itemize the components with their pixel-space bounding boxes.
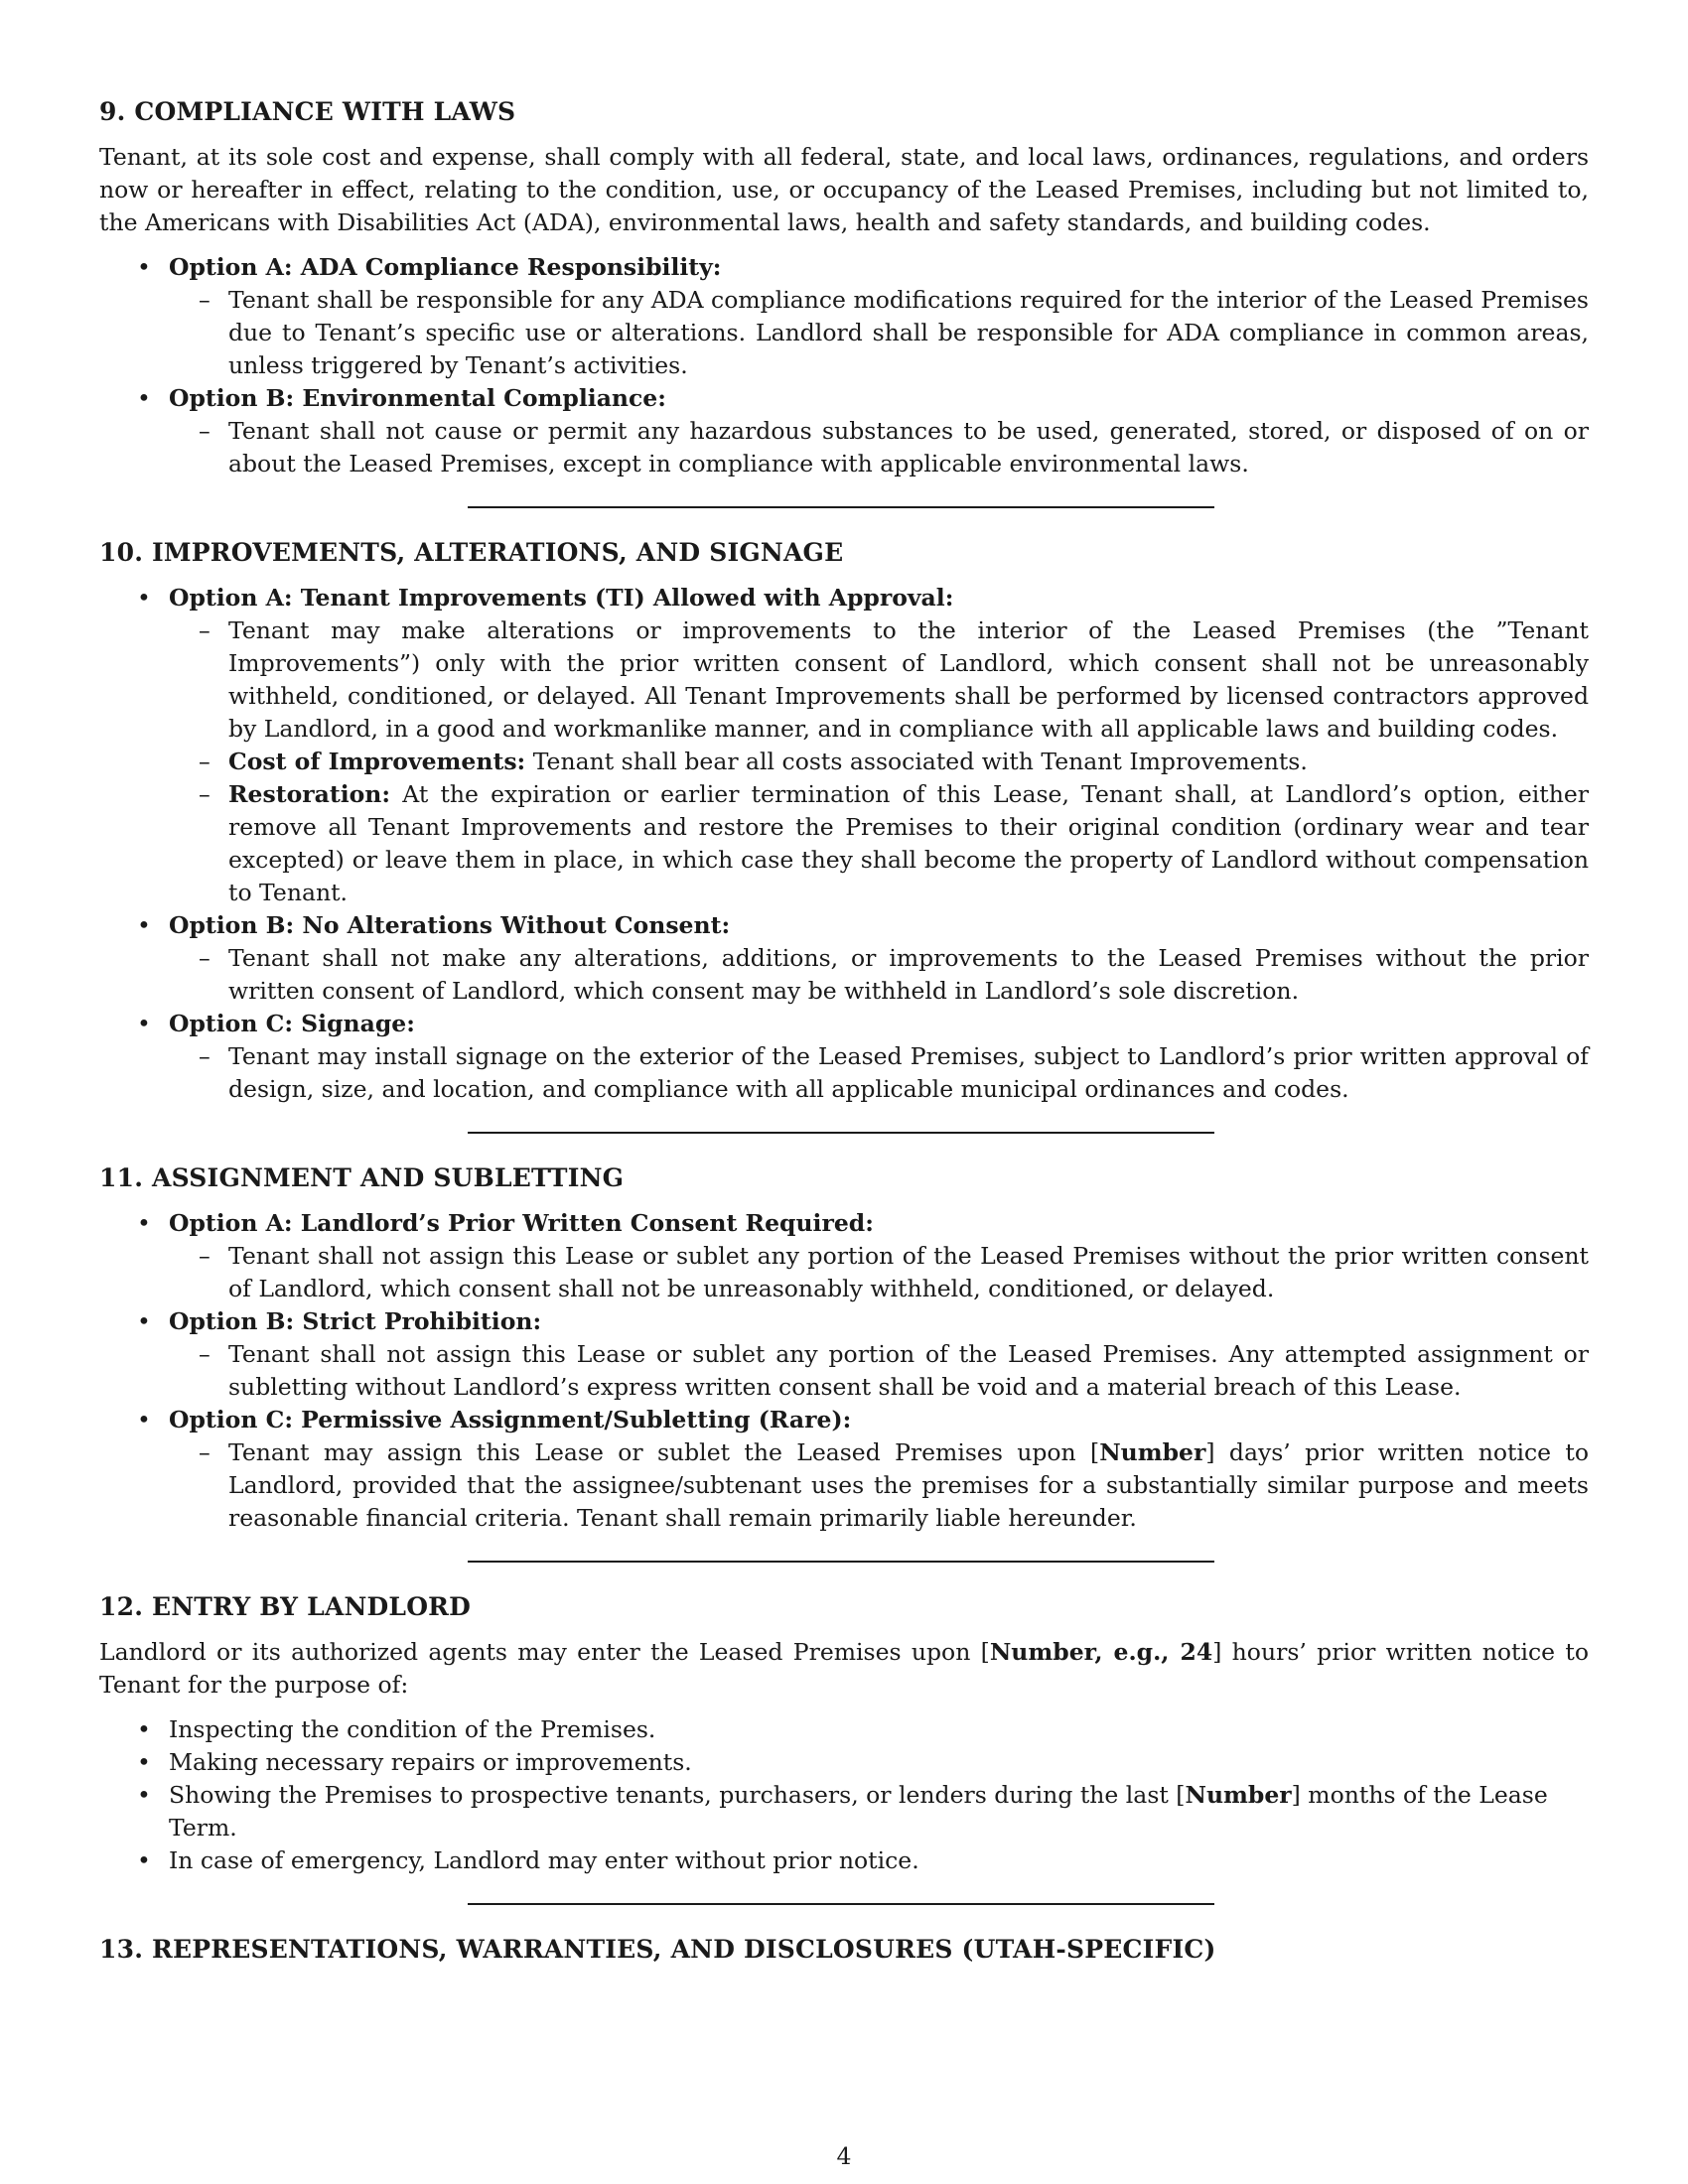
section-divider [468, 506, 1214, 508]
intro-text: Landlord or its authorized agents may enter the Leased Premises upon [ [99, 1638, 990, 1666]
sub-item: – Tenant shall not cause or permit any hazardous substances to be used, generated, stored, or disposed of on or about the Leased Premises, except in compliance with applicable environmental laws. [169, 415, 1589, 480]
sub-item: – Tenant may install signage on the exterior of the Leased Premises, subject to Landlord’s prior written approval of design, size, and location, and compliance with all applicable municipal ordinances and codes. [169, 1040, 1589, 1106]
sub-list [169, 1040, 1589, 1106]
section-heading: 9. COMPLIANCE WITH LAWS [99, 97, 516, 126]
option-title: • Option C: Permissive Assignment/Subletting (Rare): [169, 1406, 852, 1433]
option-title: • Option B: No Alterations Without Consent: [169, 911, 731, 939]
option-title: • Option C: Signage: [169, 1010, 415, 1037]
section-divider [468, 1903, 1214, 1905]
section-13 [99, 1933, 1589, 1967]
sub-list [169, 284, 1589, 382]
sub-list [169, 415, 1589, 480]
sub-item [169, 778, 1589, 909]
section-heading: 12. ENTRY BY LANDLORD [99, 1592, 472, 1621]
section-10 [99, 536, 1589, 1106]
section-intro [99, 1636, 1589, 1702]
sub-item: – Tenant shall be responsible for any ADA compliance modifications required for the interior of the Leased Premises due to Tenant’s specific use or alterations. Landlord shall be responsible for ADA compliance in common areas, unless triggered by Tenant’s activities. [169, 284, 1589, 382]
option-list [99, 1207, 1589, 1535]
option-title: • Option A: Tenant Improvements (TI) Allowed with Approval: [169, 584, 954, 612]
placeholder-field: Number [1099, 1438, 1206, 1466]
section-heading: 13. REPRESENTATIONS, WARRANTIES, AND DISCLOSURES (UTAH-SPECIFIC) [99, 1935, 1216, 1964]
section-divider [468, 1561, 1214, 1563]
option-title: • Option B: Environmental Compliance: [169, 384, 666, 412]
section-9 [99, 95, 1589, 480]
section-heading: 11. ASSIGNMENT AND SUBLETTING [99, 1163, 625, 1192]
list-item [99, 1779, 1589, 1844]
option-item [99, 1404, 1589, 1535]
page-number: 4 [836, 2142, 852, 2170]
list-item: • In case of emergency, Landlord may enter without prior notice. [99, 1844, 1589, 1877]
section-intro: Tenant, at its sole cost and expense, shall comply with all federal, state, and local laws, ordinances, regulations, and orders now or hereafter in effect, relating to the condition, use, or occupancy of the Leased Premises, including but not limited to, the Americans with Disabilities Act (ADA), environmental laws, health and safety standards, and building codes. [99, 143, 1589, 236]
option-item [99, 1207, 1589, 1305]
list-item-text: ] months of the Lease Term. [169, 1781, 1548, 1842]
sub-item-text: At the expiration or earlier termination of this Lease, Tenant shall, at Landlord’s option, either remove all Tenant Improvements and restore the Premises to their original condition (ordinary wear and tear excepted) or leave them in place, in which case they shall become the property of Landlord without compensation to Tenant. [228, 780, 1589, 906]
sub-item: – Tenant shall not assign this Lease or sublet any portion of the Leased Premises without the prior written consent of Landlord, which consent shall not be unreasonably withheld, conditioned, or delayed. [169, 1240, 1589, 1305]
sub-item-text: Tenant may assign this Lease or sublet the Leased Premises upon [ [228, 1438, 1100, 1466]
sub-list [169, 1436, 1589, 1535]
sub-item [169, 746, 1589, 778]
option-item [99, 251, 1589, 382]
sub-item: – Tenant shall not assign this Lease or sublet any portion of the Leased Premises. Any attempted assignment or subletting without Landlord’s express written consent shall be void and a material breach of this Lease. [169, 1338, 1589, 1404]
list-item-text: Showing the Premises to prospective tenants, purchasers, or lenders during the last [ [169, 1781, 1186, 1809]
placeholder-field: Number, e.g., 24 [989, 1638, 1213, 1666]
sub-list [169, 942, 1589, 1008]
option-title: • Option B: Strict Prohibition: [169, 1307, 542, 1335]
sub-item: – Tenant may make alterations or improvements to the interior of the Leased Premises (the ”Tenant Improvements”) only with the prior written consent of Landlord, which consent shall not be unreasonably withheld, conditioned, or delayed. All Tenant Improvements shall be performed by licensed contractors approved by Landlord, in a good and workmanlike manner, and in compliance with all applicable laws and building codes. [169, 614, 1589, 746]
sub-list [169, 1240, 1589, 1305]
section-divider [468, 1132, 1214, 1134]
option-list [99, 251, 1589, 480]
placeholder-field: Number [1185, 1781, 1292, 1809]
list-item: • Inspecting the condition of the Premises. [99, 1713, 1589, 1746]
option-item [99, 1305, 1589, 1404]
sub-item-text: Tenant shall bear all costs associated with Tenant Improvements. [525, 748, 1308, 775]
option-title: • Option A: ADA Compliance Responsibility: [169, 253, 722, 281]
section-heading: 10. IMPROVEMENTS, ALTERATIONS, AND SIGNAGE [99, 538, 844, 567]
option-item [99, 1008, 1589, 1106]
document-page [99, 95, 1589, 1979]
sub-item-lead: Restoration: [228, 780, 391, 808]
sub-item: – Tenant shall not make any alterations, additions, or improvements to the Leased Premises without the prior written consent of Landlord, which consent may be withheld in Landlord’s sole discretion. [169, 942, 1589, 1008]
sub-item-text: ] days’ prior written notice to Landlord, provided that the assignee/subtenant uses the premises for a substantially similar purpose and meets reasonable financial criteria. Tenant shall remain primarily liable hereunder. [228, 1438, 1589, 1532]
option-item [99, 909, 1589, 1008]
option-title: • Option A: Landlord’s Prior Written Consent Required: [169, 1209, 874, 1237]
intro-text: ] hours’ prior written notice to Tenant for the purpose of: [99, 1638, 1589, 1699]
list-item: • Making necessary repairs or improvements. [99, 1746, 1589, 1779]
section-11 [99, 1161, 1589, 1535]
sub-list [169, 614, 1589, 909]
section-12 [99, 1590, 1589, 1877]
sub-item-lead: Cost of Improvements: [228, 748, 526, 775]
option-item [99, 582, 1589, 909]
purpose-list [99, 1713, 1589, 1877]
sub-list [169, 1338, 1589, 1404]
option-item [99, 382, 1589, 480]
sub-item [169, 1436, 1589, 1535]
option-list [99, 582, 1589, 1106]
